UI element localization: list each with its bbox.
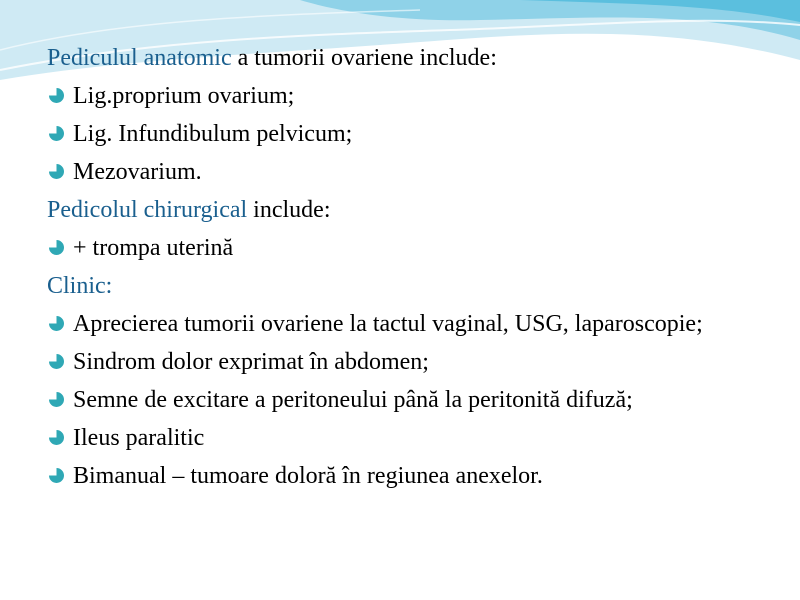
slide-content <box>47 44 787 500</box>
bullet-icon <box>49 126 64 141</box>
bullet-text: Ileus paralitic <box>73 425 205 451</box>
heading-clinic-accent: Clinic: <box>47 273 113 299</box>
bullet-text: Lig. Infundibulum pelvicum; <box>73 121 353 147</box>
bullet-item <box>47 310 713 338</box>
bullet-text: Sindrom dolor exprimat în abdomen; <box>73 349 429 375</box>
bullet-text: Lig.proprium ovarium; <box>73 83 295 109</box>
bullet-text: Semne de excitare a peritoneului până la peritonită difuză; <box>73 387 633 413</box>
bullet-text: + trompa uterină <box>73 235 234 261</box>
bullet-icon <box>49 392 64 407</box>
bullet-item <box>47 348 787 376</box>
bullet-text: Mezovarium. <box>73 159 202 185</box>
bullet-icon <box>49 240 64 255</box>
bullet-icon <box>49 430 64 445</box>
heading-chirurgical <box>47 196 787 224</box>
bullet-item <box>47 462 787 490</box>
bullet-item <box>47 120 787 148</box>
bullet-icon <box>49 354 64 369</box>
bullet-item <box>47 82 787 110</box>
heading-anatomic <box>47 44 787 72</box>
heading-chirurgical-rest: include: <box>247 197 331 223</box>
heading-anatomic-accent: Pediculul anatomic <box>47 45 232 71</box>
bullet-item <box>47 424 787 452</box>
heading-anatomic-rest: a tumorii ovariene include: <box>231 45 497 71</box>
bullet-item <box>47 386 787 414</box>
bullet-icon <box>49 468 64 483</box>
heading-chirurgical-accent: Pedicolul chirurgical <box>47 197 248 223</box>
bullet-icon <box>49 316 64 331</box>
heading-clinic <box>47 272 787 300</box>
bullet-text: Bimanual – tumoare doloră în regiunea anexelor. <box>73 463 543 489</box>
bullet-text: Aprecierea tumorii ovariene la tactul vaginal, USG, laparoscopie; <box>73 311 703 337</box>
bullet-item <box>47 158 787 186</box>
bullet-icon <box>49 164 64 179</box>
bullet-item <box>47 234 787 262</box>
bullet-icon <box>49 88 64 103</box>
